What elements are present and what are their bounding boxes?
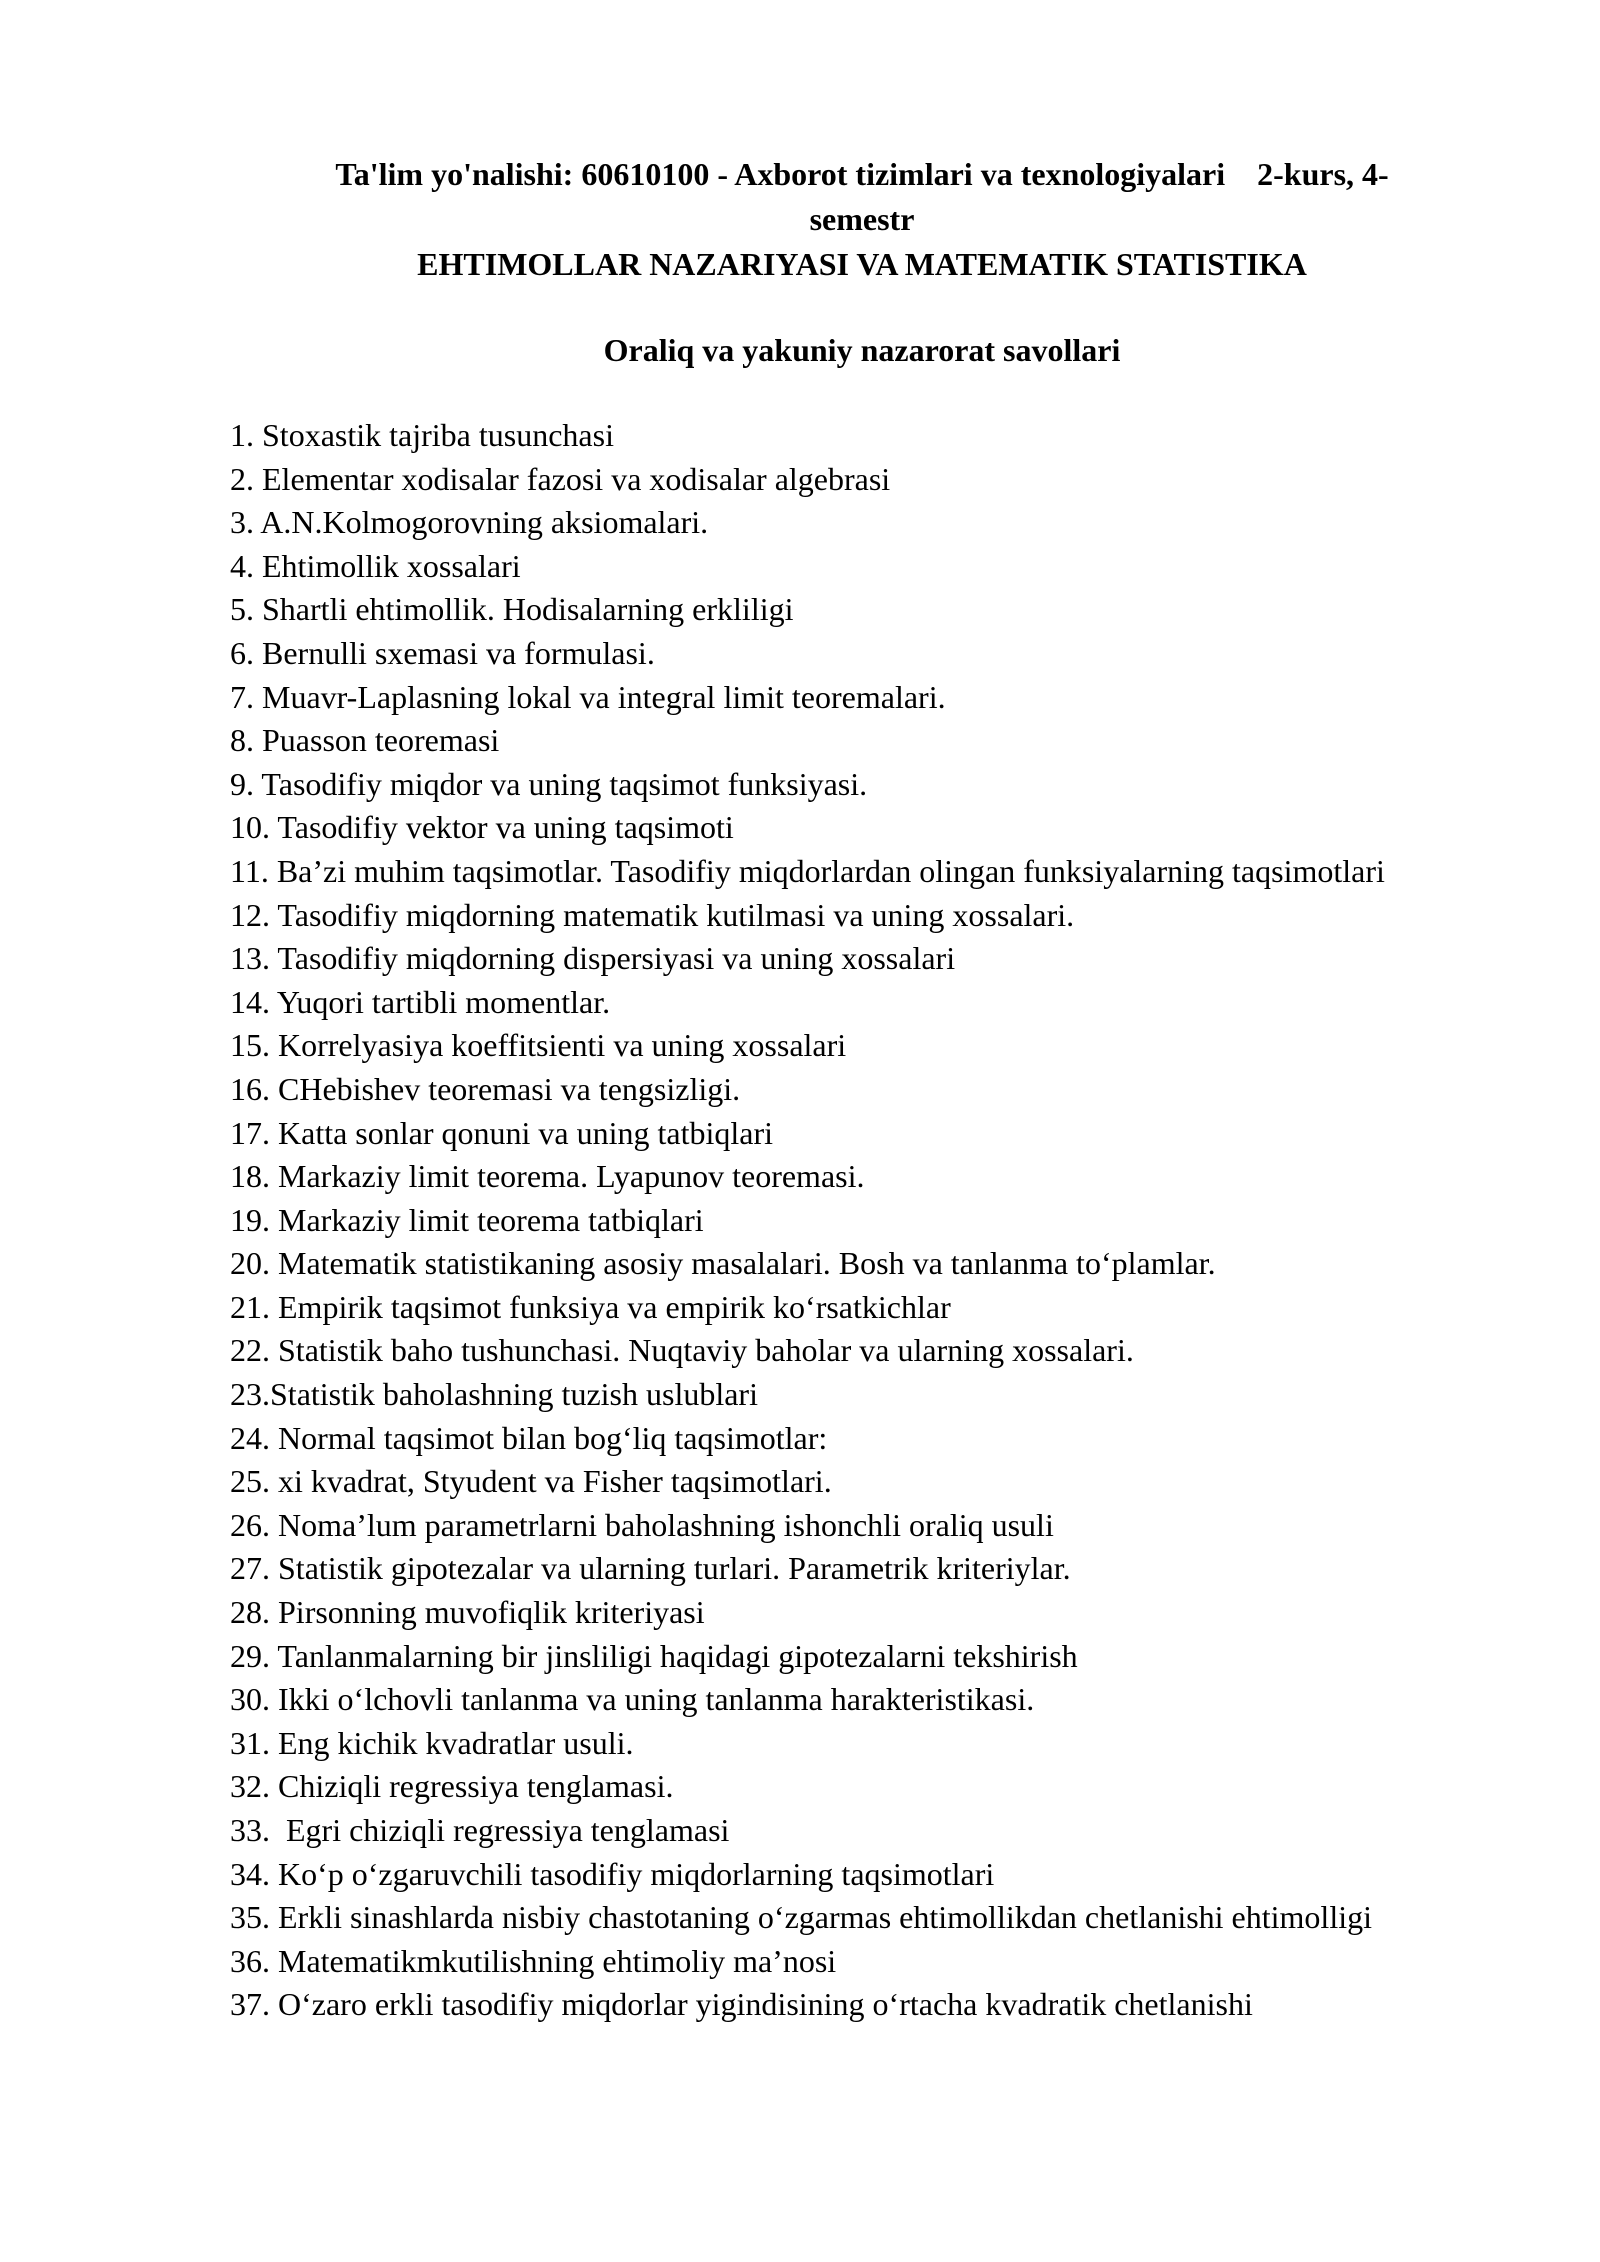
question-item: 32. Chiziqli regressiya tenglamasi.	[230, 1768, 674, 1805]
question-item: 20. Matematik statistikaning asosiy masalalari. Bosh va tanlanma to‘plamlar.	[230, 1245, 1216, 1282]
question-item: 1. Stoxastik tajriba tusunchasi	[230, 417, 614, 453]
question-item: 13. Tasodifiy miqdorning dispersiyasi va uning xossalari	[230, 940, 956, 977]
semester-line: semestr	[809, 201, 915, 237]
question-item: 11. Ba’zi muhim taqsimotlar. Tasodifiy miqdorlardan olingan funksiyalarning taqsimotlari	[230, 852, 1385, 889]
question-item: 36. Matematikmkutilishning ehtimoliy ma’nosi	[230, 1942, 837, 1979]
program-line: Ta'lim yo'nalishi: 60610100 - Axborot tizimlari va texnologiyalari 2-kurs, 4-	[335, 156, 1389, 192]
question-item: 4. Ehtimollik xossalari	[230, 547, 521, 584]
questions-list	[230, 414, 1494, 2027]
question-item: 29. Tanlanmalarning bir jinsliligi haqidagi gipotezalarni tekshirish	[230, 1637, 1078, 1674]
question-item: 37. O‘zaro erkli tasodifiy miqdorlar yigindisining o‘rtacha kvadratik chetlanishi	[230, 1986, 1253, 2023]
question-item: 5. Shartli ehtimollik. Hodisalarning erkliligi	[230, 591, 794, 628]
question-item: 2. Elementar xodisalar fazosi va xodisalar algebrasi	[230, 460, 891, 497]
question-item: 6. Bernulli sxemasi va formulasi.	[230, 634, 655, 671]
question-item: 16. CHebishev teoremasi va tengsizligi.	[230, 1070, 741, 1107]
question-item: 33. Egri chiziqli regressiya tenglamasi	[230, 1812, 730, 1848]
question-item: 24. Normal taqsimot bilan bog‘liq taqsimotlar:	[230, 1419, 828, 1456]
question-item: 26. Noma’lum parametrlarni baholashning ishonchli oraliq usuli	[230, 1506, 1054, 1543]
question-item: 9. Tasodifiy miqdor va uning taqsimot funksiyasi.	[230, 765, 868, 802]
question-item: 14. Yuqori tartibli momentlar.	[230, 983, 611, 1020]
question-item: 22. Statistik baho tushunchasi. Nuqtaviy baholar va ularning xossalari.	[230, 1332, 1134, 1369]
question-item: 25. xi kvadrat, Styudent va Fisher taqsimotlari.	[230, 1463, 832, 1500]
question-item: 18. Markaziy limit teorema. Lyapunov teoremasi.	[230, 1158, 865, 1195]
question-item: 12. Tasodifiy miqdorning matematik kutilmasi va uning xossalari.	[230, 896, 1075, 933]
question-item: 7. Muavr-Laplasning lokal va integral limit teoremalari.	[230, 678, 946, 715]
question-item: 15. Korrelyasiya koeffitsienti va uning xossalari	[230, 1027, 847, 1064]
question-item: 31. Eng kichik kvadratlar usuli.	[230, 1724, 634, 1761]
question-item: 10. Tasodifiy vektor va uning taqsimoti	[230, 809, 734, 846]
question-item: 28. Pirsonning muvofiqlik kriteriyasi	[230, 1594, 705, 1631]
question-item: 34. Ko‘p o‘zgaruvchili tasodifiy miqdorlarning taqsimotlari	[230, 1855, 995, 1892]
questions-heading: Oraliq va yakuniy nazarorat savollari	[603, 332, 1121, 368]
question-item: 30. Ikki o‘lchovli tanlanma va uning tanlanma harakteristikasi.	[230, 1681, 1035, 1718]
question-item: 3. A.N.Kolmogorovning aksiomalari.	[230, 504, 709, 541]
question-item: 27. Statistik gipotezalar va ularning turlari. Parametrik kriteriylar.	[230, 1550, 1071, 1587]
question-item: 8. Puasson teoremasi	[230, 722, 500, 759]
question-item: 21. Empirik taqsimot funksiya va empirik ko‘rsatkichlar	[230, 1288, 951, 1325]
document-header	[230, 152, 1494, 287]
course-title: EHTIMOLLAR NAZARIYASI VA MATEMATIK STATISTIKA	[417, 246, 1307, 282]
question-item: 19. Markaziy limit teorema tatbiqlari	[230, 1201, 704, 1238]
question-item: 23.Statistik baholashning tuzish uslublari	[230, 1376, 758, 1413]
question-item: 35. Erkli sinashlarda nisbiy chastotaning o‘zgarmas ehtimollikdan chetlanishi ehtimolligi	[230, 1899, 1372, 1936]
question-item: 17. Katta sonlar qonuni va uning tatbiqlari	[230, 1114, 773, 1151]
